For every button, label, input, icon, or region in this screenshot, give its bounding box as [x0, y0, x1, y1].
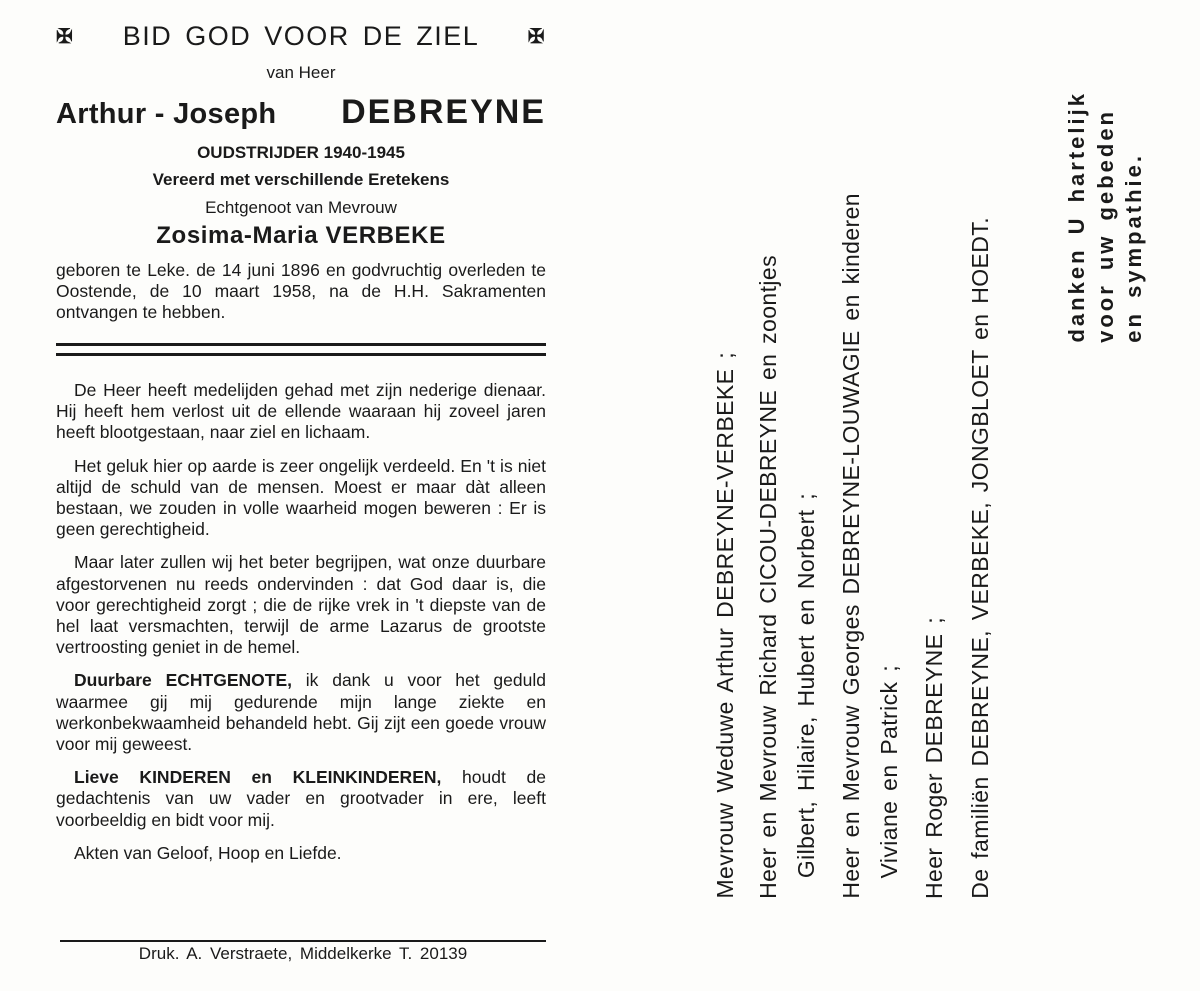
mourner-line: De familiën DEBREYNE, VERBEKE, JONGBLOET en HOEDT.: [967, 217, 993, 899]
paragraph: Het geluk hier op aarde is zeer ongelijk verdeeld. En 't is niet altijd de schuld van de mensen. Moest er maar dàt alleen bestaan, we zouden in volle waarheid mogen beweren : Er is geen gerechtigheid.: [56, 455, 546, 540]
first-names: Arthur - Joseph: [56, 98, 277, 130]
deceased-name: [56, 93, 546, 139]
heading-text: BID GOD VOOR DE ZIEL: [122, 20, 480, 51]
thanks-line: danken U hartelijk: [1064, 91, 1089, 343]
mourner-line: Mevrouw Weduwe Arthur DEBREYNE-VERBEKE ;: [712, 352, 738, 899]
mourner-line: Heer Roger DEBREYNE ;: [921, 617, 947, 899]
paragraph: De Heer heeft medelijden gehad met zijn nederige dienaar. Hij heeft hem verlost uit de ellende waaraan hij zoveel jaren heeft blootgestaan, naar ziel en lichaam.: [56, 380, 546, 443]
children-paragraph: [56, 767, 546, 831]
children-message: houdt de gedachtenis van uw vader en grootvader in ere, leeft voorbeeldig en bidt voor mij.: [56, 767, 546, 830]
left-panel: [56, 14, 546, 876]
closing-line: Akten van Geloof, Hoop en Liefde.: [74, 842, 342, 863]
thanks-line: en sympathie.: [1121, 153, 1146, 343]
spouse-name: Zosima-Maria VERBEKE: [156, 222, 446, 249]
honours-line: Vereerd met verschillende Eretekens: [152, 170, 450, 189]
spouse-address: Duurbare ECHTGENOTE,: [74, 670, 292, 691]
children-address: Lieve KINDEREN en KLEINKINDEREN,: [74, 767, 442, 788]
paragraph: Maar later zullen wij het beter begrijpen, wat onze duurbare afgestorvenen nu reeds ondervinden : dat God daar is, die voor gerechtigheid zorgt ; die de rijke vrek in 't diepste van de hel laat versmachten, terwijl de arme Lazarus de grootste vertroosting geniet in de hemel.: [56, 552, 546, 658]
divider: [56, 343, 546, 356]
birth-death-text: geboren te Leke. de 14 juni 1896 en godvruchtig overleden te Oostende, de 10 maart 1958, na de H.H. Sakramenten ontvangen te hebben.: [56, 260, 546, 322]
spouse-message: ik dank u voor het geduld waarmee gij mij gedurende mijn lange ziekte en werkonbekwaamheid behandeld hebt. Gij zijt een goede vrouw voor mij geweest.: [56, 670, 546, 755]
spouse-intro: Echtgenoot van Mevrouw: [205, 198, 397, 217]
surname: DEBREYNE: [341, 93, 546, 131]
mourner-line: Heer en Mevrouw Georges DEBREYNE-LOUWAGIE en kinderen: [838, 193, 864, 899]
veteran-line: OUDSTRIJDER 1940-1945: [197, 143, 405, 162]
prayer-text: [56, 380, 546, 864]
cross-icon: ✠: [527, 25, 546, 48]
mourner-line: Gilbert, Hilaire, Hubert en Norbert ;: [793, 492, 819, 878]
printer-divider: [60, 940, 546, 942]
printer-line: Druk. A. Verstraete, Middelkerke T. 20139: [138, 944, 468, 963]
van-heer: van Heer: [266, 63, 336, 82]
mourner-line: Heer en Mevrouw Richard CICOU-DEBREYNE en zoontjes: [755, 255, 781, 899]
thanks-line: voor uw gebeden: [1093, 109, 1118, 343]
cross-icon: ✠: [56, 25, 75, 48]
mourner-line: Viviane en Patrick ;: [876, 664, 902, 878]
card-heading: [56, 14, 546, 58]
spouse-paragraph: [56, 670, 546, 755]
